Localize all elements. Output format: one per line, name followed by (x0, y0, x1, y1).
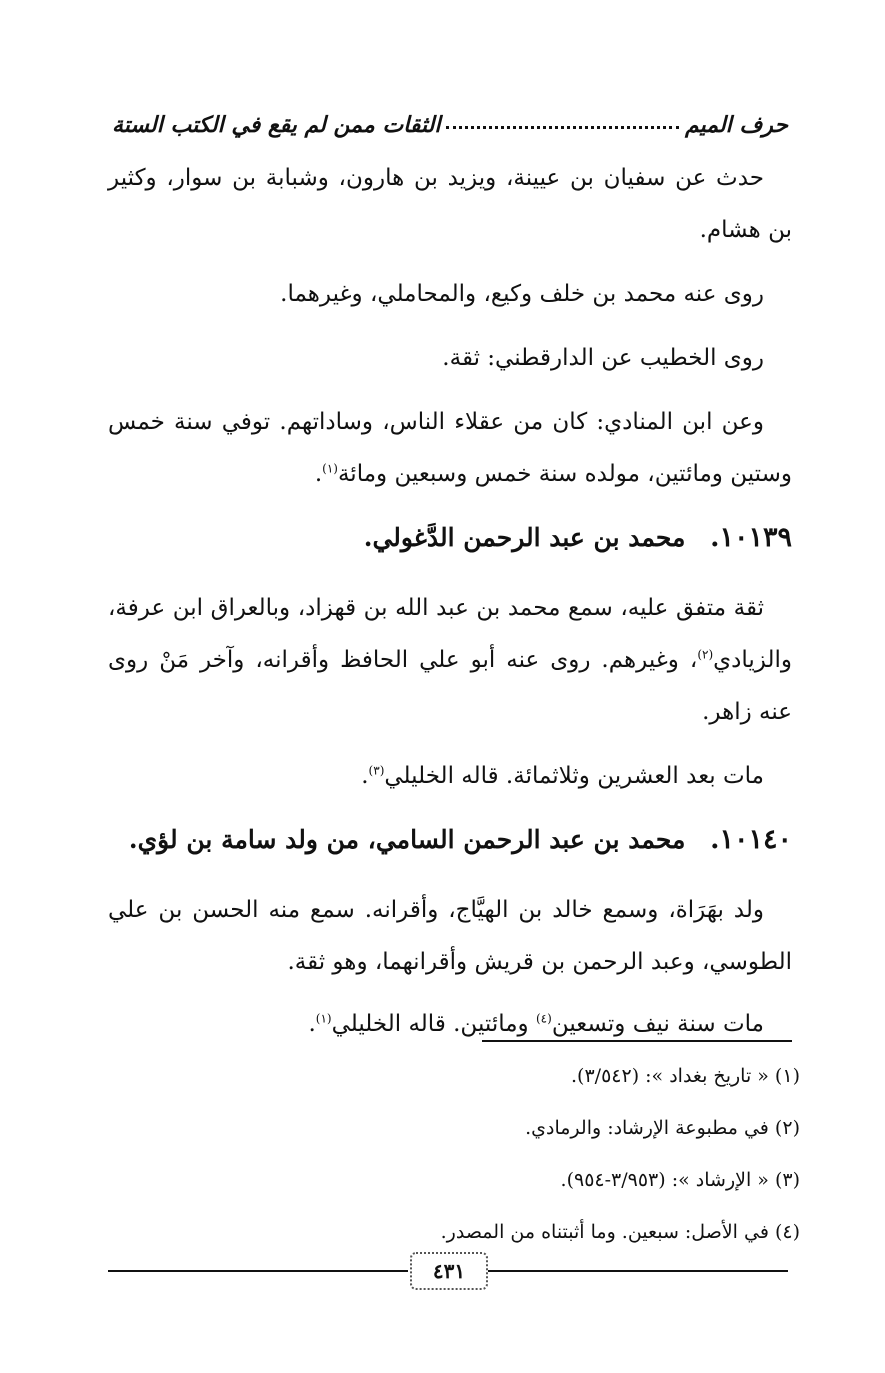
header-chapter: حرف الميم (684, 112, 788, 138)
paragraph-text: ثقة متفق عليه، سمع محمد بن عبد الله بن قهزاد، وبالعراق ابن عرفة، والزيادي (108, 595, 792, 673)
entry-number: ١٠١٣٩. (710, 522, 792, 553)
entry-name: محمد بن عبد الرحمن الدَّغولي. (363, 523, 686, 552)
paragraph: مات بعد العشرين وثلاثمائة. قاله الخليلي$^{(٣)}$. (361, 763, 764, 789)
paragraph-text: ومائتين. قاله الخليلي (331, 1011, 536, 1037)
footnote: (٤) في الأصل: سبعين. وما أثبتناه من المصدر. (440, 1221, 800, 1243)
footnote-separator (482, 1040, 792, 1042)
entry-heading (108, 814, 792, 866)
main-text (108, 152, 792, 1062)
footnote: (٢) في مطبوعة الإرشاد: والرمادي. (525, 1117, 800, 1139)
footer-rule (488, 1270, 788, 1272)
footnote-marker: (٢) (697, 647, 714, 662)
paragraph: ولد بهَرَاة، وسمع خالد بن الهيَّاج، وأقرانه. سمع منه الحسن بن علي الطوسي، وعبد الرحمن بن قريش وأقرانهما، وهو ثقة. (108, 897, 792, 975)
entry-name: محمد بن عبد الرحمن السامي، من ولد سامة بن لؤي. (128, 825, 686, 854)
footnote-marker: (٤) (535, 1011, 552, 1026)
entry-number: ١٠١٤٠. (710, 824, 792, 855)
footnote: (٣) « الإرشاد »: (٣/٩٥٣-٩٥٤). (560, 1169, 800, 1191)
entry-heading (108, 512, 792, 564)
page-footer (108, 1252, 796, 1292)
running-header (112, 98, 788, 138)
paragraph: وعن ابن المنادي: كان من عقلاء الناس، وساداتهم. توفي سنة خمس وستين ومائتين، مولده سنة خمس وسبعين ومائة$^{(١)}$. (108, 409, 792, 487)
paragraph-text: وعن ابن المنادي: كان من عقلاء الناس، وساداتهم. توفي سنة خمس وستين ومائتين، مولده سنة خمس وسبعين ومائة (108, 409, 792, 487)
page-number: ٤٣١ (432, 1259, 466, 1283)
paragraph-text: ، وغيرهم. روى عنه أبو علي الحافظ وأقرانه، وآخر مَنْ روى عنه زاهر. (108, 647, 792, 725)
header-dot-leader (446, 126, 679, 129)
footnote-marker: (١) (322, 461, 338, 476)
paragraph-text: مات سنة نيف وتسعين (551, 1011, 764, 1037)
footnote-marker: (٣) (368, 763, 385, 778)
paragraph (108, 582, 792, 738)
page-number-frame (410, 1252, 488, 1290)
footnote-marker: (١) (315, 1011, 332, 1026)
footnote: (١) « تاريخ بغداد »: (٣/٥٤٢). (571, 1065, 800, 1087)
paragraph: مات سنة نيف وتسعين$^{(٤)}$ ومائتين. قاله الخليلي$^{(١)}$. (308, 1011, 764, 1037)
paragraph: حدث عن سفيان بن عيينة، ويزيد بن هارون، وشبابة بن سوار، وكثير بن هشام. (108, 165, 792, 243)
footnotes (180, 1050, 800, 1258)
header-book-title: الثقات ممن لم يقع في الكتب الستة (112, 112, 441, 138)
paragraph-text: مات بعد العشرين وثلاثمائة. قاله الخليلي (384, 763, 764, 789)
paragraph: روى الخطيب عن الدارقطني: ثقة. (442, 345, 764, 371)
paragraph: روى عنه محمد بن خلف وكيع، والمحاملي، وغيرهما. (280, 281, 764, 307)
footer-rule (108, 1270, 408, 1272)
